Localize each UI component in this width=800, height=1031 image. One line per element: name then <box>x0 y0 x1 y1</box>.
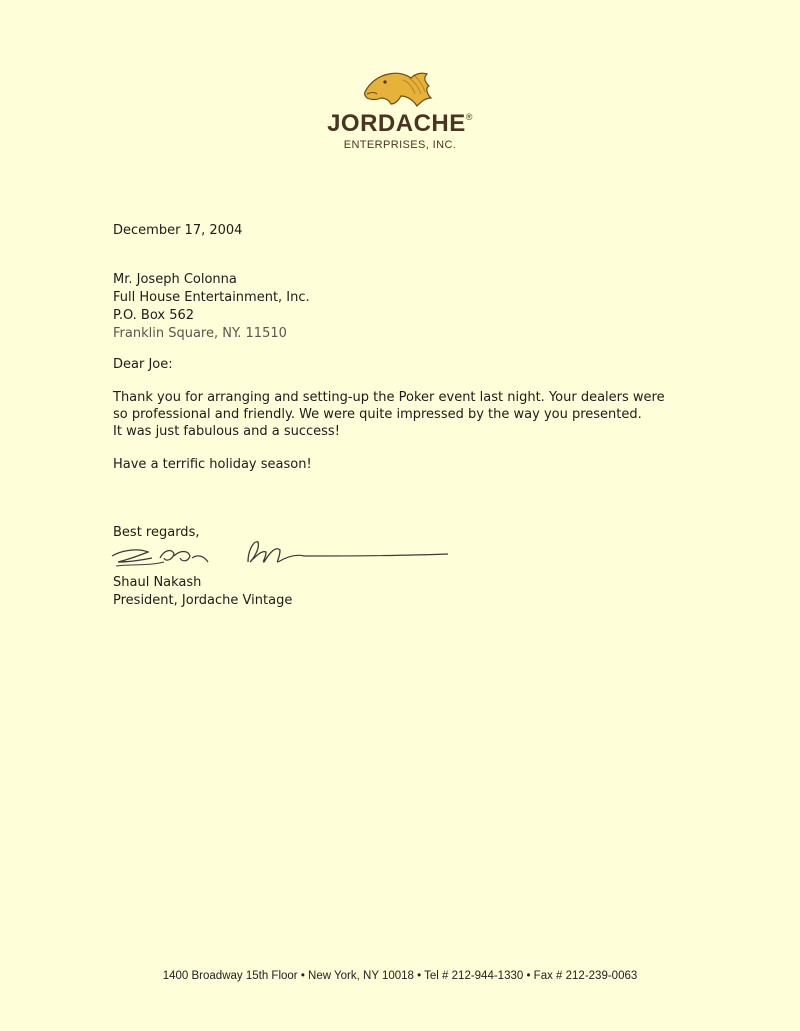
horse-head-icon <box>355 62 435 112</box>
recipient-name: Mr. Joseph Colonna <box>113 272 237 287</box>
closing-wish: Have a terrific holiday season! <box>113 457 312 472</box>
salutation: Dear Joe: <box>113 357 173 372</box>
recipient-po-box: P.O. Box 562 <box>113 308 195 323</box>
paragraph-line: Thank you for arranging and setting-up the Poker event last night. Your dealers were <box>113 390 665 405</box>
paragraph-line: It was just fabulous and a success! <box>113 424 340 439</box>
recipient-address <box>113 271 310 343</box>
letter-paragraph <box>113 389 665 440</box>
brand-name <box>300 110 500 138</box>
recipient-city-line: Franklin Square, NY. 11510 <box>113 326 287 341</box>
sign-off: Best regards, <box>113 525 200 540</box>
handwritten-signature <box>108 532 453 577</box>
letter-date: December 17, 2004 <box>113 223 243 238</box>
signer-name: Shaul Nakash <box>113 575 202 590</box>
registered-mark: ® <box>465 112 473 122</box>
brand-text: JORDACHE <box>327 110 466 137</box>
signer-title: President, Jordache Vintage <box>113 593 293 608</box>
letterhead-footer: 1400 Broadway 15th Floor • New York, NY 10018 • Tel # 212-944-1330 • Fax # 212-239-0063 <box>162 970 638 982</box>
recipient-company: Full House Entertainment, Inc. <box>113 290 310 305</box>
brand-subtitle: ENTERPRISES, INC. <box>343 139 457 151</box>
paragraph-line: so professional and friendly. We were quite impressed by the way you presented. <box>113 407 642 422</box>
